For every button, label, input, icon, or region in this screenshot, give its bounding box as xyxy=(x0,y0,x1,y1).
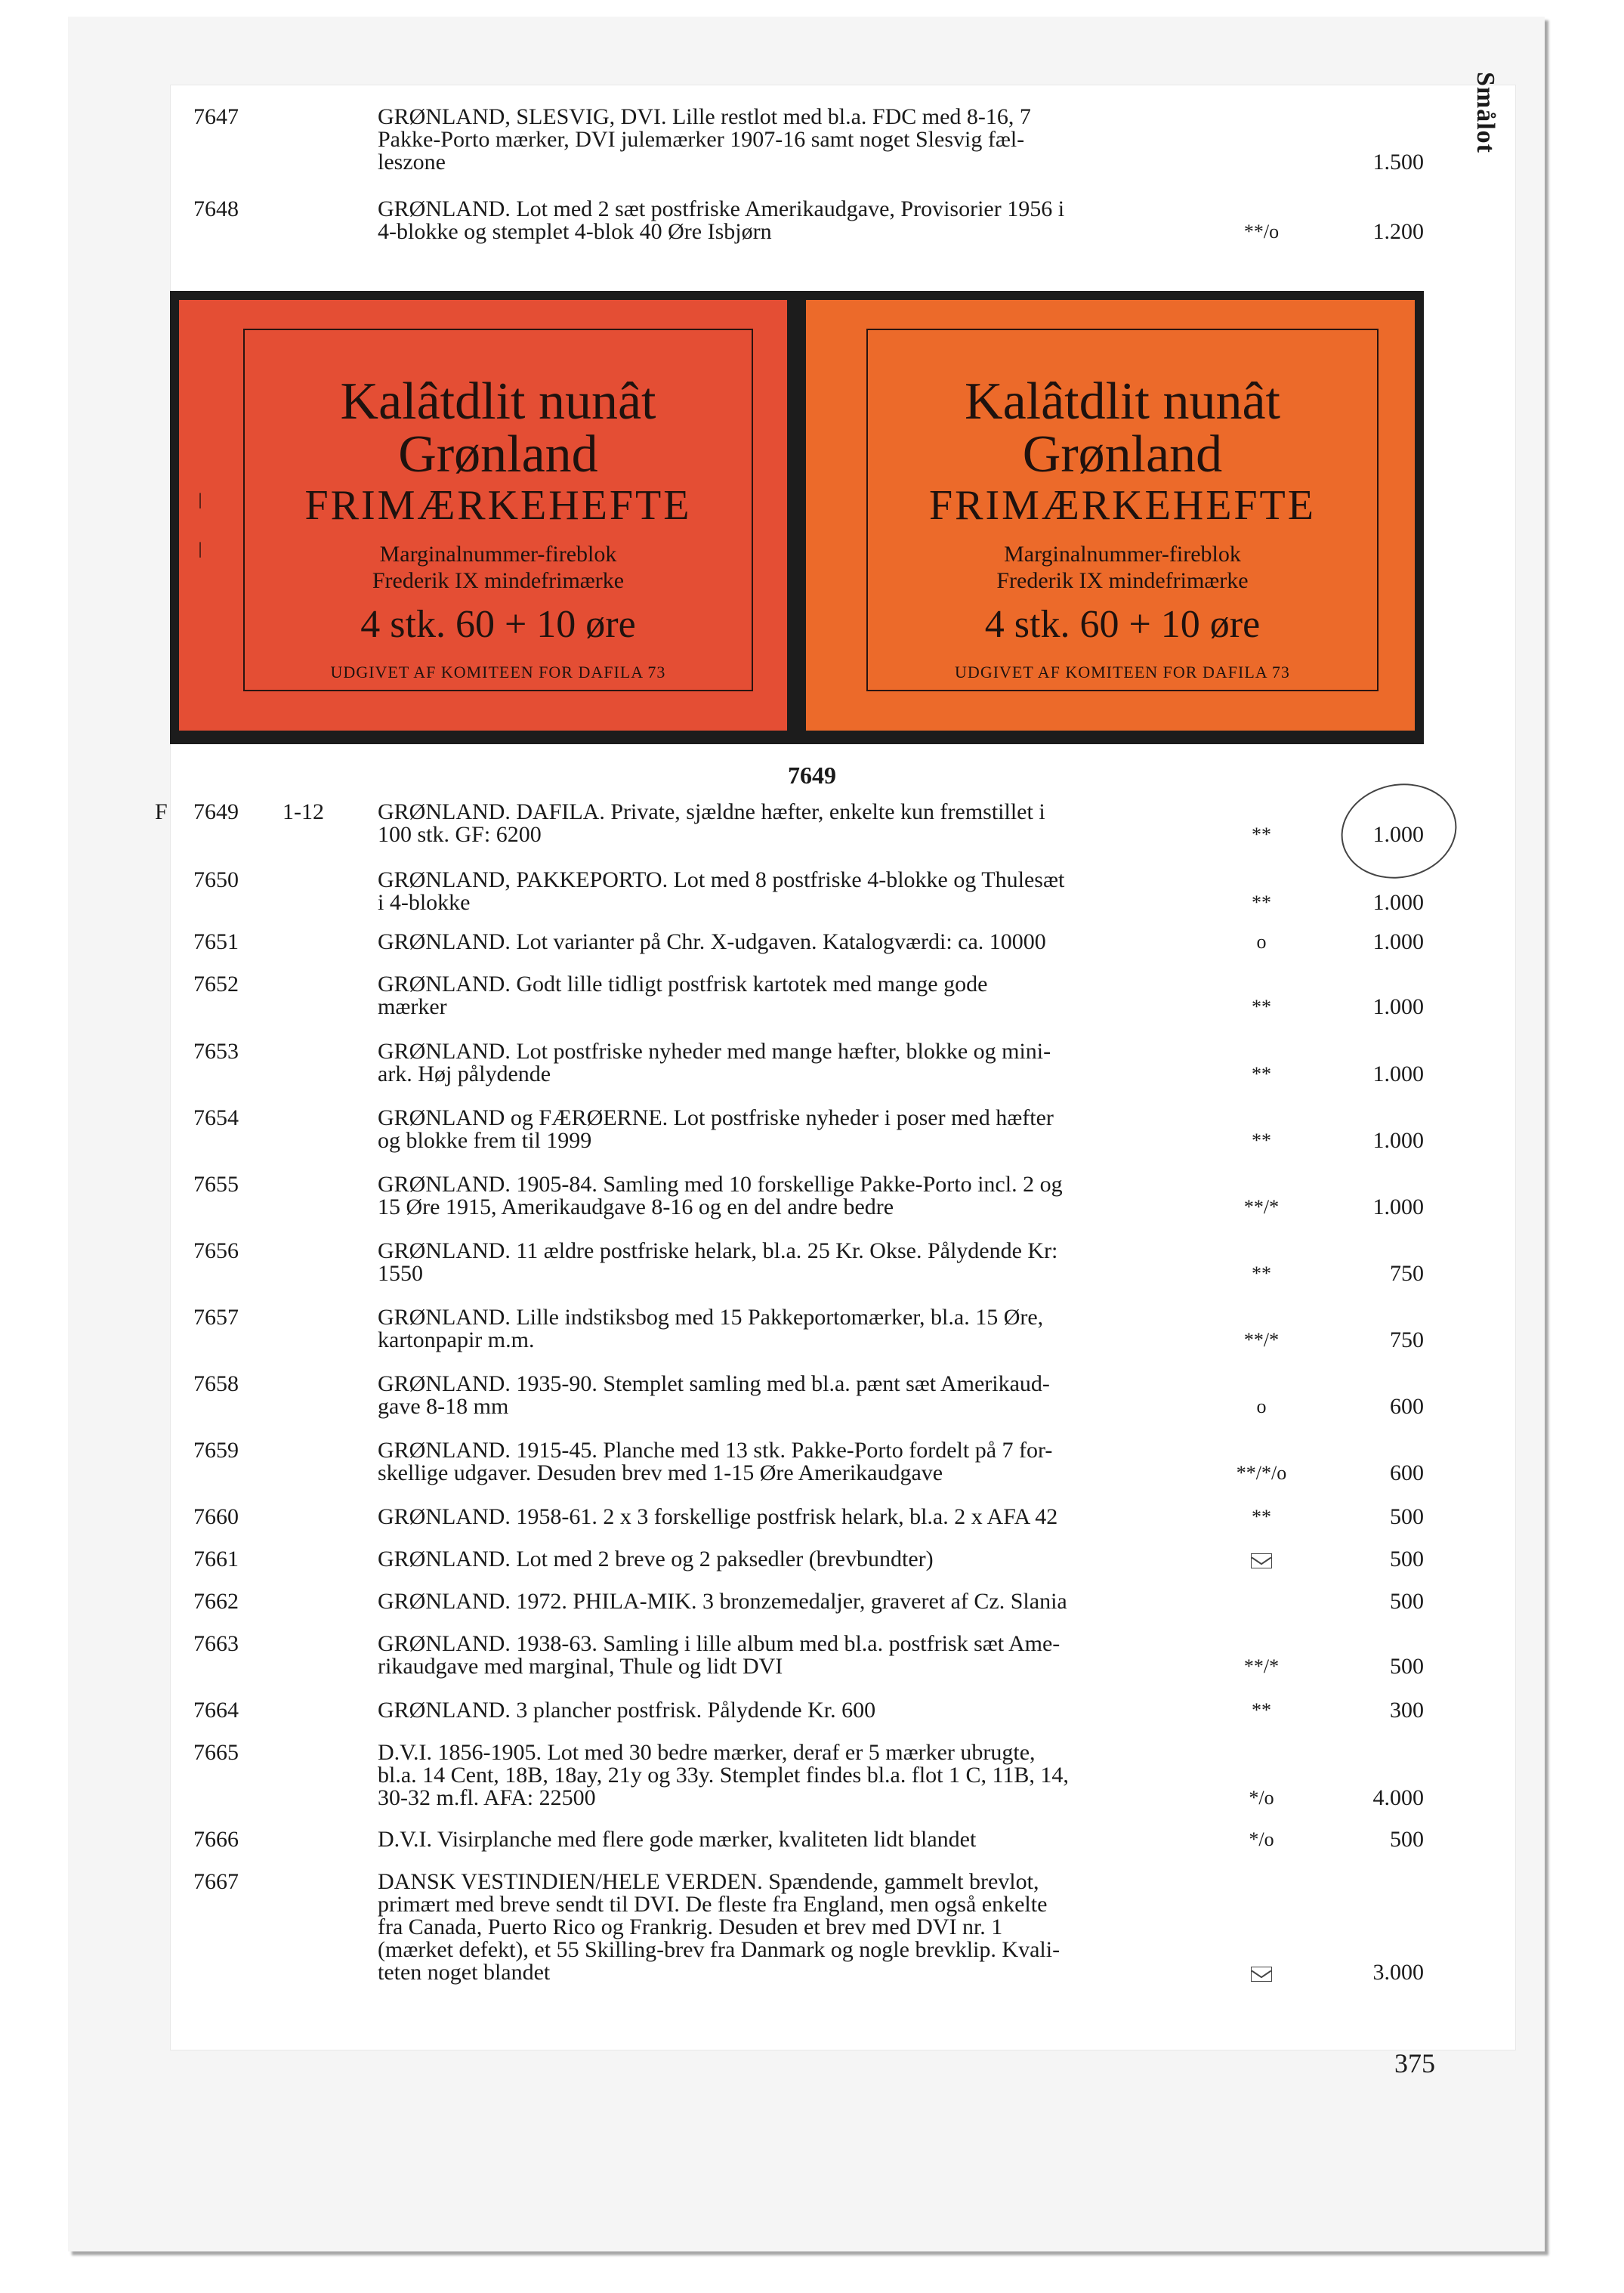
lot-price: 500 xyxy=(1390,1547,1424,1571)
booklet-frame xyxy=(243,329,753,691)
lot-number: 7664 xyxy=(193,1698,239,1723)
booklet-heading: FRIMÆRKEHEFTE xyxy=(304,482,692,529)
lot-price: 600 xyxy=(1390,1394,1424,1419)
lot-row xyxy=(0,1373,1435,1418)
lot-condition: **/* xyxy=(1243,1655,1280,1677)
lot-row xyxy=(0,1590,1435,1613)
lot-condition: */o xyxy=(1249,1787,1274,1809)
booklet-line: Frederik IX mindefrimærke xyxy=(372,568,625,593)
lot-price: 1.500 xyxy=(1372,150,1424,175)
lot-description: GRØNLAND. 1915-45. Planche med 13 stk. Pakke-Porto fordelt på 7 for- skellige udgaver. Desuden brev med 1-15 Øre Amerikaudgave xyxy=(378,1438,1053,1485)
lot-row xyxy=(0,869,1435,914)
lot-number: 7657 xyxy=(193,1305,239,1330)
lot-description: GRØNLAND. Lot varianter på Chr. X-udgaven. Katalogværdi: ca. 10000 xyxy=(378,929,1046,954)
lot-condition: **/o xyxy=(1243,221,1280,243)
lot-number: 7647 xyxy=(193,104,239,129)
lot-condition: o xyxy=(1256,1395,1267,1417)
lot-price: 600 xyxy=(1390,1460,1424,1485)
lot-price: 1.000 xyxy=(1372,1062,1424,1086)
booklet-line: Marginalnummer-fireblok xyxy=(379,542,617,567)
lot-price: 1.000 xyxy=(1372,890,1424,915)
lot-price: 3.000 xyxy=(1372,1960,1424,1985)
lot-description: GRØNLAND og FÆRØERNE. Lot postfriske nyheder i poser med hæfter og blokke frem til 1999 xyxy=(378,1105,1054,1153)
lot-row xyxy=(0,1871,1435,1984)
booklet-line: Marginalnummer-fireblok xyxy=(1004,542,1241,567)
lot-condition: ** xyxy=(1252,824,1271,845)
booklet-country: Grønland xyxy=(398,425,598,484)
lot-condition xyxy=(1193,1961,1329,1984)
lot-condition: ** xyxy=(1252,1130,1271,1151)
envelope-icon xyxy=(1251,1967,1272,1982)
lot-row xyxy=(0,931,1435,953)
lot-condition: **/* xyxy=(1243,1196,1280,1218)
booklet-heading: FRIMÆRKEHEFTE xyxy=(929,482,1316,529)
lot-description: GRØNLAND. Lot postfriske nyheder med mange hæfter, blokke og mini- ark. Høj pålydende xyxy=(378,1039,1051,1086)
lot-price: 500 xyxy=(1390,1654,1424,1679)
spine-mark: ǀ xyxy=(198,538,203,563)
lot-price: 4.000 xyxy=(1372,1785,1424,1810)
lot-number: 7663 xyxy=(193,1631,239,1656)
lot-condition: **/*/o xyxy=(1236,1462,1287,1484)
booklet-title: Kalâtdlit nunât xyxy=(965,372,1280,431)
page-number: 375 xyxy=(1394,2048,1435,2078)
lot-description: GRØNLAND. 1972. PHILA-MIK. 3 bronzemedaljer, graveret af Cz. Slania xyxy=(378,1589,1067,1614)
lot-number: 7659 xyxy=(193,1438,239,1463)
figure-caption: 7649 xyxy=(788,762,836,789)
lot-price: 750 xyxy=(1390,1261,1424,1286)
lot-description: GRØNLAND. DAFILA. Private, sjældne hæfter, enkelte kun fremstillet i 100 stk. GF: 6200 xyxy=(378,799,1045,847)
lot-condition: ** xyxy=(1252,1699,1271,1721)
lot-row xyxy=(0,1439,1435,1485)
booklet-photo xyxy=(170,291,1424,744)
lot-row xyxy=(0,106,1435,174)
lot-condition: */o xyxy=(1249,1828,1274,1850)
lot-price: 500 xyxy=(1390,1827,1424,1852)
lot-row xyxy=(0,1741,1435,1809)
lot-number: 7650 xyxy=(193,867,239,892)
lot-number: 7662 xyxy=(193,1589,239,1614)
lot-row xyxy=(0,1306,1435,1352)
lot-description: GRØNLAND. Lot med 2 breve og 2 paksedler (brevbundter) xyxy=(378,1547,934,1571)
lot-row xyxy=(0,801,1435,846)
lot-row xyxy=(0,1107,1435,1152)
lot-row xyxy=(0,1506,1435,1528)
lot-row xyxy=(0,198,1435,243)
lot-price: 500 xyxy=(1390,1504,1424,1529)
lot-row xyxy=(0,973,1435,1018)
lot-condition: **/* xyxy=(1243,1329,1280,1351)
lot-number: 7649 xyxy=(193,799,239,824)
lot-number: 7651 xyxy=(193,929,239,954)
lot-price: 300 xyxy=(1390,1698,1424,1723)
lot-number: 7658 xyxy=(193,1371,239,1396)
lot-row xyxy=(0,1548,1435,1571)
lot-number: 7648 xyxy=(193,196,239,221)
lot-description: GRØNLAND. 1938-63. Samling i lille album med bl.a. postfrisk sæt Ame- rikaudgave med marginal, Thule og lidt DVI xyxy=(378,1631,1061,1679)
lot-row xyxy=(0,1240,1435,1285)
lot-row xyxy=(0,1633,1435,1678)
lot-number: 7653 xyxy=(193,1039,239,1064)
lot-condition: ** xyxy=(1252,996,1271,1018)
lot-number: 7654 xyxy=(193,1105,239,1130)
lot-description: GRØNLAND, PAKKEPORTO. Lot med 8 postfriske 4-blokke og Thulesæt i 4-blokke xyxy=(378,867,1065,915)
lot-number: 7656 xyxy=(193,1238,239,1263)
lot-condition: ** xyxy=(1252,892,1271,913)
booklet-orange xyxy=(806,300,1415,731)
lot-number: 7661 xyxy=(193,1547,239,1571)
booklet-country: Grønland xyxy=(1022,425,1223,484)
booklet-red xyxy=(179,300,787,731)
lot-row xyxy=(0,1699,1435,1722)
lot-condition: o xyxy=(1256,931,1267,953)
lot-price: 1.200 xyxy=(1372,219,1424,244)
lot-description: GRØNLAND, SLESVIG, DVI. Lille restlot med bl.a. FDC med 8-16, 7 Pakke-Porto mærker, DVI julemærker 1907-16 samt noget Slesvig fæl- leszone xyxy=(378,104,1031,175)
booklet-frame xyxy=(866,329,1379,691)
section-title: Smålot xyxy=(1471,72,1499,153)
lot-price: 1.000 xyxy=(1372,929,1424,954)
lot-condition: ** xyxy=(1252,1063,1271,1085)
lot-description: GRØNLAND. 3 plancher postfrisk. Pålydende Kr. 600 xyxy=(378,1698,876,1723)
lot-range: 1-12 xyxy=(283,799,324,824)
booklet-title: Kalâtdlit nunât xyxy=(340,372,656,431)
lot-condition: ** xyxy=(1252,1262,1271,1284)
lot-row xyxy=(0,1828,1435,1851)
envelope-icon xyxy=(1251,1553,1272,1568)
booklet-issuer: UDGIVET AF KOMITEEN FOR DAFILA 73 xyxy=(955,663,1290,681)
booklet-line: Frederik IX mindefrimærke xyxy=(996,568,1249,593)
lot-number: 7652 xyxy=(193,972,239,997)
lot-description: GRØNLAND. 11 ældre postfriske helark, bl.a. 25 Kr. Okse. Pålydende Kr: 1550 xyxy=(378,1238,1058,1286)
lot-description: GRØNLAND. Lot med 2 sæt postfriske Amerikaudgave, Provisorier 1956 i 4-blokke og stemplet 4-blok 40 Øre Isbjørn xyxy=(378,196,1065,244)
lot-condition: ** xyxy=(1252,1506,1271,1528)
lot-price: 1.000 xyxy=(1372,822,1424,847)
lot-description: GRØNLAND. 1958-61. 2 x 3 forskellige postfrisk helark, bl.a. 2 x AFA 42 xyxy=(378,1504,1058,1529)
booklet-price: 4 stk. 60 + 10 øre xyxy=(984,603,1261,646)
lot-price: 1.000 xyxy=(1372,1194,1424,1219)
lot-price: 500 xyxy=(1390,1589,1424,1614)
lot-description: GRØNLAND. Lille indstiksbog med 15 Pakkeportomærker, bl.a. 15 Øre, kartonpapir m.m. xyxy=(378,1305,1044,1352)
lot-price: 750 xyxy=(1390,1327,1424,1352)
booklet-price: 4 stk. 60 + 10 øre xyxy=(360,603,636,646)
lot-number: 7660 xyxy=(193,1504,239,1529)
lot-description: GRØNLAND. 1905-84. Samling med 10 forskellige Pakke-Porto incl. 2 og 15 Øre 1915, Amerikaudgave 8-16 og en del andre bedre xyxy=(378,1172,1063,1219)
lot-number: 7665 xyxy=(193,1740,239,1765)
spine-mark: ǀ xyxy=(198,489,203,514)
lot-description: DANSK VESTINDIEN/HELE VERDEN. Spændende, gammelt brevlot, primært med breve sendt til DVI. De fleste fra England, men også enkelte fra Canada, Puerto Rico og Frankrig. Desuden et brev med DVI nr. 1 (mærket defekt), et 55 Skilling-brev fra Danmark og nogle brevklip. Kvali- teten noget blandet xyxy=(378,1869,1061,1985)
lot-description: D.V.I. Visirplanche med flere gode mærker, kvaliteten lidt blandet xyxy=(378,1827,977,1852)
lot-number: 7655 xyxy=(193,1172,239,1197)
lot-number: 7666 xyxy=(193,1827,239,1852)
booklet-issuer: UDGIVET AF KOMITEEN FOR DAFILA 73 xyxy=(330,663,666,681)
lot-row xyxy=(0,1040,1435,1086)
lot-condition xyxy=(1193,1548,1329,1571)
lot-price: 1.000 xyxy=(1372,1128,1424,1153)
lot-row xyxy=(0,1173,1435,1219)
lot-description: GRØNLAND. 1935-90. Stemplet samling med bl.a. pænt sæt Amerikaud- gave 8-18 mm xyxy=(378,1371,1050,1419)
lot-price: 1.000 xyxy=(1372,994,1424,1019)
lot-number: 7667 xyxy=(193,1869,239,1894)
lot-mark: F xyxy=(155,799,168,824)
lot-description: GRØNLAND. Godt lille tidligt postfrisk kartotek med mange gode mærker xyxy=(378,972,988,1019)
lot-description: D.V.I. 1856-1905. Lot med 30 bedre mærker, deraf er 5 mærker ubrugte, bl.a. 14 Cent, 18B, 18ay, 21y og 33y. Stemplet findes bl.a. flot 1 C, 11B, 14, 30-32 m.fl. AFA: 22500 xyxy=(378,1740,1069,1810)
